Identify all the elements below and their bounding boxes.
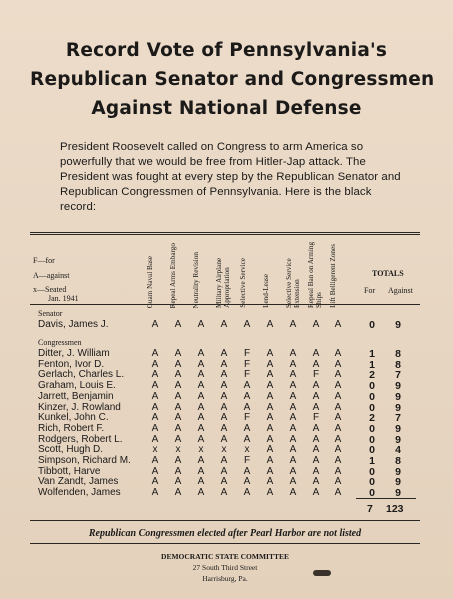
vote-cell: A: [174, 487, 182, 499]
total-for: 0: [369, 444, 375, 457]
vote-cell: A: [289, 390, 297, 402]
vote-cell: A: [243, 319, 251, 330]
total-for: 0: [369, 433, 375, 446]
vote-cell: A: [312, 422, 320, 434]
vote-cell: F: [243, 412, 251, 424]
vote-cell: A: [312, 465, 320, 477]
vote-cell: A: [243, 476, 251, 488]
vote-cell: A: [266, 444, 274, 456]
column-header: Lend-Lease: [262, 274, 270, 308]
total-against: 7: [395, 412, 401, 425]
vote-cell: A: [243, 433, 251, 445]
section-senator: Senator: [38, 309, 63, 318]
vote-cell: A: [289, 465, 297, 477]
vote-cell: A: [197, 465, 205, 477]
vote-cell: A: [266, 455, 274, 466]
vote-cell: A: [220, 476, 228, 488]
total-for: 0: [369, 476, 375, 489]
total-for: 1: [369, 348, 375, 360]
vote-cell: A: [151, 390, 159, 402]
vote-cell: A: [289, 422, 297, 434]
total-against: 8: [395, 348, 401, 360]
vote-cell: A: [197, 455, 205, 466]
legend-for: F—for: [33, 256, 55, 265]
vote-cell: A: [312, 455, 320, 466]
vote-cell: A: [220, 319, 228, 330]
vote-cell: A: [334, 487, 342, 499]
vote-cell: A: [243, 465, 251, 477]
legend-seated: x—Seated: [33, 285, 67, 294]
vote-cell: A: [289, 380, 297, 392]
column-header: Lift Belligerent Zones: [329, 244, 337, 308]
vote-cell: A: [266, 401, 274, 413]
footer-committee: DEMOCRATIC STATE COMMITTEE: [161, 552, 289, 561]
vote-cell: A: [151, 487, 159, 499]
column-header: Repeal Arms Embargo: [169, 242, 177, 308]
legend-against: A—against: [33, 271, 70, 280]
vote-cell: A: [266, 358, 274, 370]
vote-cell: A: [197, 369, 205, 381]
vote-cell: A: [243, 487, 251, 499]
vote-cell: A: [197, 380, 205, 392]
footer-street: 27 South Third Street: [192, 563, 258, 572]
vote-cell: A: [220, 455, 228, 466]
member-name: Jarrett, Benjamin: [38, 390, 114, 402]
vote-cell: A: [197, 358, 205, 370]
total-for: 0: [369, 422, 375, 435]
column-header: Repeal Ban on Arming Ships: [307, 241, 323, 308]
vote-cell: A: [312, 319, 320, 330]
vote-cell: A: [334, 380, 342, 392]
member-name: Tibbott, Harve: [38, 465, 101, 477]
total-against: 8: [395, 358, 401, 371]
vote-cell: A: [197, 476, 205, 488]
vote-cell: A: [312, 390, 320, 402]
table-top-rule: [30, 232, 420, 235]
vote-cell: A: [220, 487, 228, 499]
vote-cell: A: [266, 476, 274, 488]
member-name: Kunkel, John C.: [38, 412, 109, 424]
member-name: Ditter, J. William: [38, 348, 110, 359]
vote-cell: A: [151, 358, 159, 370]
vote-cell: A: [243, 390, 251, 402]
total-against: 9: [395, 390, 401, 403]
vote-cell: A: [220, 422, 228, 434]
vote-cell: A: [312, 358, 320, 370]
vote-cell: A: [312, 348, 320, 359]
column-header: Selective Service: [239, 258, 247, 308]
vote-cell: A: [174, 390, 182, 402]
member-name: Fenton, Ivor D.: [38, 358, 105, 370]
vote-cell: A: [220, 358, 228, 370]
vote-cell: A: [174, 380, 182, 392]
vote-cell: A: [289, 433, 297, 445]
total-for: 0: [369, 319, 375, 331]
vote-cell: A: [289, 455, 297, 466]
member-name: Kinzer, J. Rowland: [38, 401, 121, 413]
vote-cell: A: [334, 422, 342, 434]
vote-cell: A: [334, 319, 342, 330]
member-name: Wolfenden, James: [38, 487, 121, 499]
vote-cell: A: [312, 433, 320, 445]
footnote-bottom-rule: [30, 543, 420, 544]
vote-cell: A: [174, 358, 182, 370]
vote-cell: A: [334, 465, 342, 477]
vote-cell: A: [151, 476, 159, 488]
title-line-2: Republican Senator and Congressmen: [30, 69, 435, 90]
vote-cell: A: [151, 412, 159, 424]
title-line-3: Against National Defense: [91, 98, 362, 119]
title-line-1: Record Vote of Pennsylvania's: [65, 40, 388, 61]
total-against: 9: [395, 476, 401, 489]
member-name: Rodgers, Robert L.: [38, 433, 123, 445]
vote-cell: A: [151, 422, 159, 434]
vote-cell: A: [151, 380, 159, 392]
vote-cell: F: [312, 412, 320, 424]
vote-cell: A: [334, 455, 342, 466]
vote-cell: A: [266, 369, 274, 381]
vote-cell: A: [289, 444, 297, 456]
vote-cell: A: [151, 348, 159, 359]
vote-cell: A: [243, 401, 251, 413]
vote-cell: A: [197, 390, 205, 402]
vote-cell: A: [312, 401, 320, 413]
vote-cell: A: [174, 465, 182, 477]
vote-cell: A: [266, 319, 274, 330]
totals-against-header: Against: [388, 286, 413, 295]
vote-cell: A: [289, 401, 297, 413]
vote-cell: A: [266, 390, 274, 402]
total-for: 1: [369, 358, 375, 371]
vote-cell: A: [174, 433, 182, 445]
header-rule: [30, 304, 420, 305]
sum-rule: [356, 498, 416, 499]
vote-cell: A: [289, 358, 297, 370]
footnote: Republican Congressmen elected after Pearl Harbor are not listed: [88, 528, 362, 539]
vote-cell: A: [174, 319, 182, 330]
vote-cell: A: [334, 433, 342, 445]
vote-cell: A: [151, 465, 159, 477]
intro-paragraph: President Roosevelt called on Congress to arm America so powerfully that we would be free from Hitler-Jap attack. The President was fought at every step by the Republican Senator and Republican Congressmen of Pennsylvania. Here is the black record:: [60, 141, 401, 213]
vote-cell: A: [174, 412, 182, 424]
footer-city: Harrisburg, Pa.: [202, 574, 248, 583]
vote-cell: A: [334, 476, 342, 488]
total-for: 2: [369, 369, 375, 382]
member-name: Rich, Robert F.: [38, 422, 105, 434]
total-against: 4: [395, 444, 401, 457]
member-name: Scott, Hugh D.: [38, 444, 104, 456]
vote-cell: F: [243, 369, 251, 381]
vote-cell: A: [334, 401, 342, 413]
vote-cell: A: [197, 348, 205, 359]
vote-cell: A: [334, 412, 342, 424]
vote-cell: A: [220, 412, 228, 424]
union-bug-icon: [313, 570, 331, 576]
vote-cell: A: [266, 380, 274, 392]
vote-cell: A: [220, 401, 228, 413]
vote-cell: A: [334, 348, 342, 359]
vote-cell: F: [243, 358, 251, 370]
total-for: 0: [369, 380, 375, 393]
vote-cell: A: [220, 369, 228, 381]
column-header: Military Airplane Appropriation: [215, 257, 231, 308]
vote-cell: A: [289, 319, 297, 330]
vote-cell: A: [174, 401, 182, 413]
member-name: Van Zandt, James: [38, 476, 119, 488]
vote-cell: A: [197, 412, 205, 424]
vote-cell: A: [334, 390, 342, 402]
vote-cell: A: [312, 444, 320, 456]
column-header: Selective Service Extension: [285, 258, 301, 308]
member-name: Gerlach, Charles L.: [38, 369, 125, 381]
total-against: 9: [395, 319, 401, 331]
vote-cell: A: [197, 422, 205, 434]
vote-cell: A: [220, 390, 228, 402]
vote-cell: A: [151, 455, 159, 466]
vote-cell: A: [266, 422, 274, 434]
vote-cell: A: [243, 380, 251, 392]
total-against: 9: [395, 433, 401, 446]
vote-cell: A: [289, 487, 297, 499]
grand-total-for: 7: [367, 503, 373, 515]
vote-cell: A: [289, 348, 297, 359]
vote-cell: A: [289, 369, 297, 381]
vote-cell: A: [174, 455, 182, 466]
total-against: 9: [395, 401, 401, 414]
totals-header: TOTALS: [372, 269, 404, 278]
vote-cell: A: [197, 433, 205, 445]
footnote-top-rule: [30, 520, 420, 521]
vote-cell: A: [312, 380, 320, 392]
vote-cell: A: [289, 476, 297, 488]
vote-cell: A: [266, 465, 274, 477]
member-name: Simpson, Richard M.: [38, 455, 131, 466]
total-for: 0: [369, 401, 375, 414]
total-against: 7: [395, 369, 401, 382]
vote-cell: A: [266, 412, 274, 424]
vote-cell: A: [266, 348, 274, 359]
section-congressmen: Congressmen: [38, 338, 82, 347]
totals-for-header: For: [364, 286, 376, 295]
vote-cell: A: [334, 358, 342, 370]
total-for: 0: [369, 487, 375, 500]
column-header: Neutrality Revision: [192, 251, 200, 308]
vote-cell: F: [243, 348, 251, 359]
vote-cell: A: [174, 369, 182, 381]
vote-cell: A: [220, 380, 228, 392]
member-name: Graham, Louis E.: [38, 380, 116, 392]
total-for: 0: [369, 465, 375, 478]
vote-cell: A: [174, 476, 182, 488]
vote-cell: A: [174, 422, 182, 434]
vote-cell: A: [197, 487, 205, 499]
vote-cell: A: [197, 319, 205, 330]
vote-cell: A: [312, 476, 320, 488]
vote-cell: x: [221, 444, 227, 456]
vote-cell: A: [334, 369, 342, 381]
total-for: 1: [369, 455, 375, 467]
total-for: 0: [369, 390, 375, 403]
total-against: 9: [395, 380, 401, 393]
vote-cell: A: [266, 487, 274, 499]
total-against: 9: [395, 465, 401, 478]
vote-cell: F: [243, 455, 251, 466]
vote-cell: x: [244, 444, 250, 456]
vote-cell: A: [312, 487, 320, 499]
total-against: 9: [395, 487, 401, 500]
vote-cell: A: [151, 401, 159, 413]
total-against: 8: [395, 455, 401, 467]
total-against: 9: [395, 422, 401, 435]
vote-cell: A: [220, 433, 228, 445]
grand-total-against: 123: [386, 503, 404, 515]
vote-cell: x: [198, 444, 204, 456]
table-row: [0, 319, 453, 332]
total-for: 2: [369, 412, 375, 425]
vote-cell: A: [151, 433, 159, 445]
vote-cell: A: [151, 319, 159, 330]
vote-cell: A: [151, 369, 159, 381]
vote-cell: x: [175, 444, 181, 456]
vote-cell: A: [289, 412, 297, 424]
vote-cell: A: [243, 422, 251, 434]
vote-cell: F: [312, 369, 320, 381]
vote-cell: A: [266, 433, 274, 445]
column-header: Guam Naval Base: [146, 255, 154, 308]
vote-cell: A: [174, 348, 182, 359]
member-name: Davis, James J.: [38, 319, 109, 330]
vote-cell: A: [334, 444, 342, 456]
vote-cell: x: [152, 444, 158, 456]
vote-cell: A: [220, 348, 228, 359]
legend-seated-date: Jan. 1941: [48, 294, 79, 303]
vote-cell: A: [197, 401, 205, 413]
vote-cell: A: [220, 465, 228, 477]
